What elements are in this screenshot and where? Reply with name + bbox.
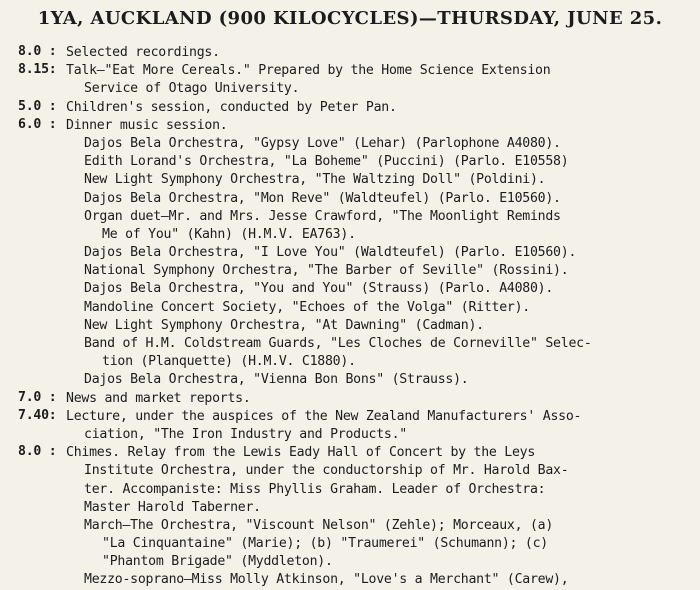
entry-line: New Light Symphony Orchestra, "At Dawning" (Cadman).	[84, 317, 484, 333]
entry-line: Selected recordings.	[66, 45, 220, 60]
programme-entry	[18, 408, 698, 444]
entry-time: 8.0 :	[18, 444, 57, 460]
entry-line: New Light Symphony Orchestra, "The Waltzing Doll" (Poldini).	[84, 172, 546, 188]
entry-line: Band of H.M. Coldstream Guards, "Les Cloches de Corneville" Selec-	[84, 336, 592, 351]
entry-line: Dajos Bela Orchestra, "Mon Reve" (Waldteufel) (Parlo. E10560).	[84, 190, 561, 206]
entry-line: ciation, "The Iron Industry and Products."	[84, 426, 407, 442]
programme-entry	[18, 117, 698, 390]
programme-body	[18, 44, 698, 590]
programme-heading: 1YA, AUCKLAND (900 KILOCYCLES)—THURSDAY, JUNE 25.	[37, 8, 663, 29]
entry-line: Institute Orchestra, under the conductorship of Mr. Harold Bax-	[84, 463, 569, 479]
programme-entry	[18, 44, 698, 62]
entry-time: 8.15:	[18, 62, 57, 78]
entry-line: Lecture, under the auspices of the New Zealand Manufacturers' Asso-	[66, 408, 582, 424]
entry-line: Dinner music session.	[66, 117, 228, 133]
entry-time: 6.0 :	[18, 116, 57, 132]
entry-line: Dajos Bela Orchestra, "You and You" (Strauss) (Parlo. A4080).	[84, 281, 554, 297]
entry-line: Dajos Bela Orchestra, "I Love You" (Waldteufel) (Parlo. E10560).	[84, 245, 577, 261]
entry-line: National Symphony Orchestra, "The Barber of Seville" (Rossini).	[84, 263, 569, 279]
programme-entry	[18, 390, 698, 408]
entry-line: "La Cinquantaine" (Marie); (b) "Traumerei" (Schumann); (c)	[102, 536, 548, 552]
entry-time: 7.0 :	[18, 389, 57, 405]
entry-line: Me of You" (Kahn) (H.M.V. EA763).	[102, 226, 356, 242]
entry-line: Children's session, conducted by Peter Pan.	[66, 99, 397, 115]
entry-line: News and market reports.	[66, 390, 251, 406]
entry-line: Dajos Bela Orchestra, "Gypsy Love" (Lehar) (Parlophone A4080).	[84, 135, 561, 151]
programme-entry	[18, 99, 698, 117]
entry-line: Edith Lorand's Orchestra, "La Boheme" (Puccini) (Parlo. E10558)	[84, 154, 569, 170]
entry-line: Service of Otago University.	[84, 81, 300, 97]
entry-line: Dajos Bela Orchestra, "Vienna Bon Bons" (Strauss).	[84, 372, 469, 388]
programme-entry	[18, 444, 698, 590]
entry-time: 8.0 :	[18, 44, 57, 59]
entry-line: Organ duet—Mr. and Mrs. Jesse Crawford, "The Moonlight Reminds	[84, 208, 561, 224]
entry-line: Chimes. Relay from the Lewis Eady Hall of Concert by the Leys	[66, 445, 536, 461]
entry-line: Mezzo-soprano—Miss Molly Atkinson, "Love's a Merchant" (Carew),	[84, 572, 569, 588]
entry-line: "Phantom Brigade" (Myddleton).	[102, 554, 333, 570]
entry-line: ter. Accompaniste: Miss Phyllis Graham. Leader of Orchestra:	[84, 481, 546, 497]
entry-line: Mandoline Concert Society, "Echoes of the Volga" (Ritter).	[84, 299, 530, 315]
entry-time: 5.0 :	[18, 98, 57, 114]
entry-line: Talk—"Eat More Cereals." Prepared by the Home Science Extension	[66, 63, 551, 79]
entry-line: March—The Orchestra, "Viscount Nelson" (Zehle); Morceaux, (a)	[84, 517, 554, 533]
entry-time: 7.40:	[18, 407, 57, 423]
programme-entry	[18, 62, 698, 98]
entry-line: tion (Planquette) (H.M.V. C1880).	[102, 354, 356, 370]
entry-line: Master Harold Taberner.	[84, 499, 261, 515]
